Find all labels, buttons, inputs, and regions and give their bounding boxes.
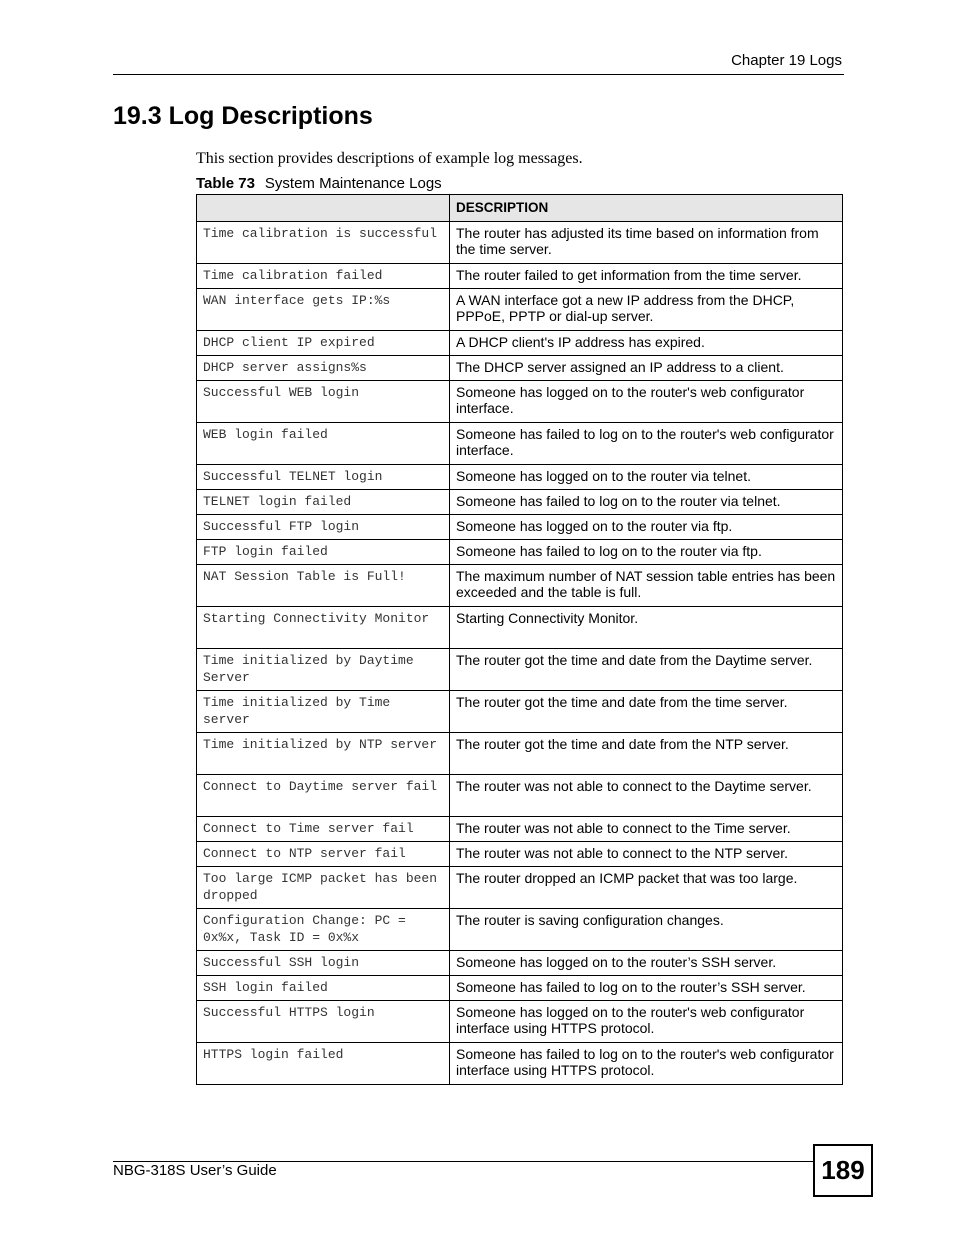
log-description-cell: The router was not able to connect to the Time server.: [450, 817, 843, 842]
table-row: [197, 691, 843, 733]
log-description-cell: The maximum number of NAT session table entries has been exceeded and the table is full.: [450, 565, 843, 607]
table-row: [197, 423, 843, 465]
log-message-cell: Successful HTTPS login: [197, 1001, 450, 1043]
log-description-cell: Someone has logged on to the router via ftp.: [450, 515, 843, 540]
guide-title: NBG-318S User’s Guide: [113, 1162, 277, 1179]
log-description-cell: Someone has logged on to the router's web configurator interface using HTTPS protocol.: [450, 1001, 843, 1043]
chapter-label: Chapter 19 Logs: [731, 52, 842, 69]
table-row: [197, 951, 843, 976]
log-message-cell: Successful FTP login: [197, 515, 450, 540]
log-description-cell: Someone has failed to log on to the router’s SSH server.: [450, 976, 843, 1001]
page-number: 189: [813, 1144, 873, 1197]
log-description-cell: The router was not able to connect to the NTP server.: [450, 842, 843, 867]
table-row: [197, 540, 843, 565]
log-message-cell: Connect to Daytime server fail: [197, 775, 450, 817]
table-body: [197, 222, 843, 1085]
table-row: [197, 490, 843, 515]
table-row: [197, 264, 843, 289]
log-message-cell: HTTPS login failed: [197, 1043, 450, 1085]
log-message-cell: Successful SSH login: [197, 951, 450, 976]
log-message-cell: Time calibration failed: [197, 264, 450, 289]
table-row: [197, 381, 843, 423]
table-row: [197, 909, 843, 951]
log-message-cell: Time initialized by NTP server: [197, 733, 450, 775]
log-description-cell: Someone has failed to log on to the router via telnet.: [450, 490, 843, 515]
table-row: [197, 356, 843, 381]
log-message-cell: Successful WEB login: [197, 381, 450, 423]
table-row: [197, 1043, 843, 1085]
system-maintenance-logs-table: [196, 194, 843, 1085]
log-description-cell: Someone has failed to log on to the router's web configurator interface using HTTPS protocol.: [450, 1043, 843, 1085]
log-message-cell: Connect to Time server fail: [197, 817, 450, 842]
table-header-row: [197, 195, 843, 222]
table-row: [197, 842, 843, 867]
log-message-cell: Starting Connectivity Monitor: [197, 607, 450, 649]
table-caption-text: System Maintenance Logs: [264, 175, 442, 192]
intro-paragraph: This section provides descriptions of example log messages.: [196, 150, 583, 167]
log-description-cell: The router is saving configuration changes.: [450, 909, 843, 951]
log-message-cell: DHCP client IP expired: [197, 331, 450, 356]
log-message-cell: Time calibration is successful: [197, 222, 450, 264]
table-row: [197, 817, 843, 842]
table-row: [197, 976, 843, 1001]
log-message-cell: SSH login failed: [197, 976, 450, 1001]
table-row: [197, 515, 843, 540]
log-description-cell: Someone has failed to log on to the router via ftp.: [450, 540, 843, 565]
log-description-cell: Someone has logged on to the router via telnet.: [450, 465, 843, 490]
column-header-description: DESCRIPTION: [450, 195, 843, 222]
log-message-cell: Configuration Change: PC = 0x%x, Task ID = 0x%x: [197, 909, 450, 951]
log-description-cell: Starting Connectivity Monitor.: [450, 607, 843, 649]
log-description-cell: The router was not able to connect to the Daytime server.: [450, 775, 843, 817]
table-row: [197, 867, 843, 909]
log-description-cell: The DHCP server assigned an IP address to a client.: [450, 356, 843, 381]
table-row: [197, 465, 843, 490]
log-message-cell: NAT Session Table is Full!: [197, 565, 450, 607]
table-row: [197, 565, 843, 607]
table-row: [197, 1001, 843, 1043]
log-description-cell: The router got the time and date from the NTP server.: [450, 733, 843, 775]
table-row: [197, 331, 843, 356]
log-message-cell: Successful TELNET login: [197, 465, 450, 490]
log-message-cell: WEB login failed: [197, 423, 450, 465]
log-message-cell: Time initialized by Daytime Server: [197, 649, 450, 691]
table-row: [197, 649, 843, 691]
table-row: [197, 733, 843, 775]
log-description-cell: The router failed to get information from the time server.: [450, 264, 843, 289]
table-caption: [196, 175, 442, 192]
log-description-cell: The router dropped an ICMP packet that was too large.: [450, 867, 843, 909]
log-message-cell: Too large ICMP packet has been dropped: [197, 867, 450, 909]
log-description-cell: A DHCP client's IP address has expired.: [450, 331, 843, 356]
log-description-cell: Someone has failed to log on to the router's web configurator interface.: [450, 423, 843, 465]
table-caption-label: Table 73: [196, 175, 255, 192]
table-row: [197, 289, 843, 331]
log-message-cell: TELNET login failed: [197, 490, 450, 515]
log-description-cell: The router got the time and date from the Daytime server.: [450, 649, 843, 691]
log-message-cell: FTP login failed: [197, 540, 450, 565]
column-header-message: [197, 195, 450, 222]
log-message-cell: DHCP server assigns%s: [197, 356, 450, 381]
section-title: 19.3 Log Descriptions: [113, 102, 373, 130]
log-description-cell: The router has adjusted its time based on information from the time server.: [450, 222, 843, 264]
table-row: [197, 222, 843, 264]
table-row: [197, 607, 843, 649]
log-description-cell: Someone has logged on to the router's web configurator interface.: [450, 381, 843, 423]
log-message-cell: Time initialized by Time server: [197, 691, 450, 733]
log-description-cell: A WAN interface got a new IP address from the DHCP, PPPoE, PPTP or dial-up server.: [450, 289, 843, 331]
log-message-cell: Connect to NTP server fail: [197, 842, 450, 867]
table-row: [197, 775, 843, 817]
log-message-cell: WAN interface gets IP:%s: [197, 289, 450, 331]
log-description-cell: Someone has logged on to the router’s SSH server.: [450, 951, 843, 976]
page-header: [113, 50, 844, 75]
log-description-cell: The router got the time and date from the time server.: [450, 691, 843, 733]
